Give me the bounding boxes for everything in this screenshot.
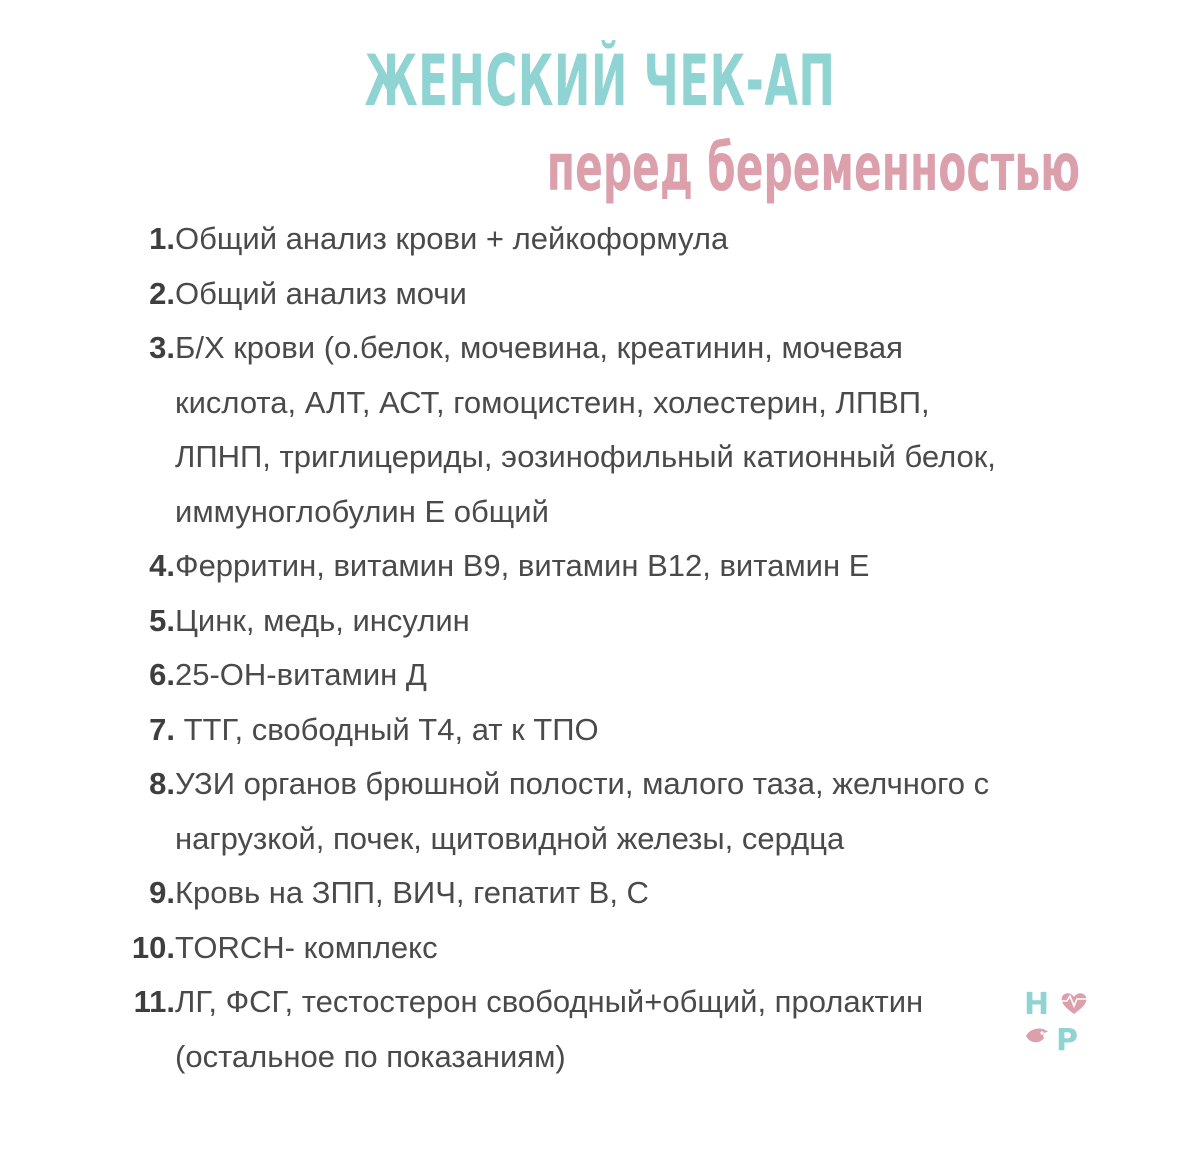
item-text: Б/Х крови (о.белок, мочевина, креатинин, мочевая кислота, АЛТ, АСТ, гомоцистеин, холестерин, ЛПВП, ЛПНП, триглицериды, эозинофильный катионный белок, иммуноглобулин Е общий (175, 330, 996, 529)
item-text: УЗИ органов брюшной полости, малого таза, желчного с нагрузкой, почек, щитовидной железы, сердца (175, 766, 990, 856)
page-title: ЖЕНСКИЙ ЧЕК-АП (364, 40, 836, 122)
list-item (0, 757, 1200, 866)
brand-logo (1022, 984, 1092, 1054)
list-item (0, 539, 1200, 594)
item-text: TORCH- комплекс (175, 929, 438, 965)
list-item (0, 212, 1200, 267)
item-number: 9. (149, 875, 175, 910)
logo-letter-r: Р (1056, 1023, 1078, 1054)
item-text: ЛГ, ФСГ, тестостерон свободный+общий, пролактин (остальное по показаниям) (175, 984, 924, 1074)
item-number: 10. (131, 929, 175, 965)
item-number: 11. (133, 984, 175, 1019)
item-text: 25-ОН-витамин Д (175, 657, 427, 692)
item-number: 3. (149, 330, 175, 365)
item-number: 2. (149, 275, 175, 311)
logo-letter-n: Н (1024, 987, 1050, 1022)
item-text: Общий анализ мочи (175, 275, 467, 311)
item-text: ТТГ, свободный Т4, ат к ТПО (175, 711, 599, 747)
page-subtitle: перед беременностью (546, 129, 1080, 206)
list-item (0, 921, 1200, 976)
list-item (0, 648, 1200, 703)
list-item (0, 321, 1200, 539)
checkup-list (0, 212, 1200, 1084)
item-text: Ферритин, витамин В9, витамин В12, витамин Е (175, 548, 870, 583)
item-number: 4. (149, 548, 175, 583)
item-text: Кровь на ЗПП, ВИЧ, гепатит В, С (175, 875, 649, 910)
item-number: 7. (149, 711, 175, 747)
heart-icon (1060, 993, 1088, 1014)
list-item (0, 594, 1200, 649)
bird-icon (1026, 1029, 1048, 1043)
list-item (0, 267, 1200, 322)
item-text: Общий анализ крови + лейкоформула (175, 221, 729, 256)
list-item (0, 866, 1200, 921)
item-text: Цинк, медь, инсулин (175, 602, 470, 638)
list-item (0, 703, 1200, 758)
item-number: 6. (149, 657, 175, 692)
item-number: 5. (149, 602, 175, 638)
item-number: 8. (149, 766, 175, 801)
item-number: 1. (149, 221, 175, 256)
list-item (0, 975, 1200, 1084)
